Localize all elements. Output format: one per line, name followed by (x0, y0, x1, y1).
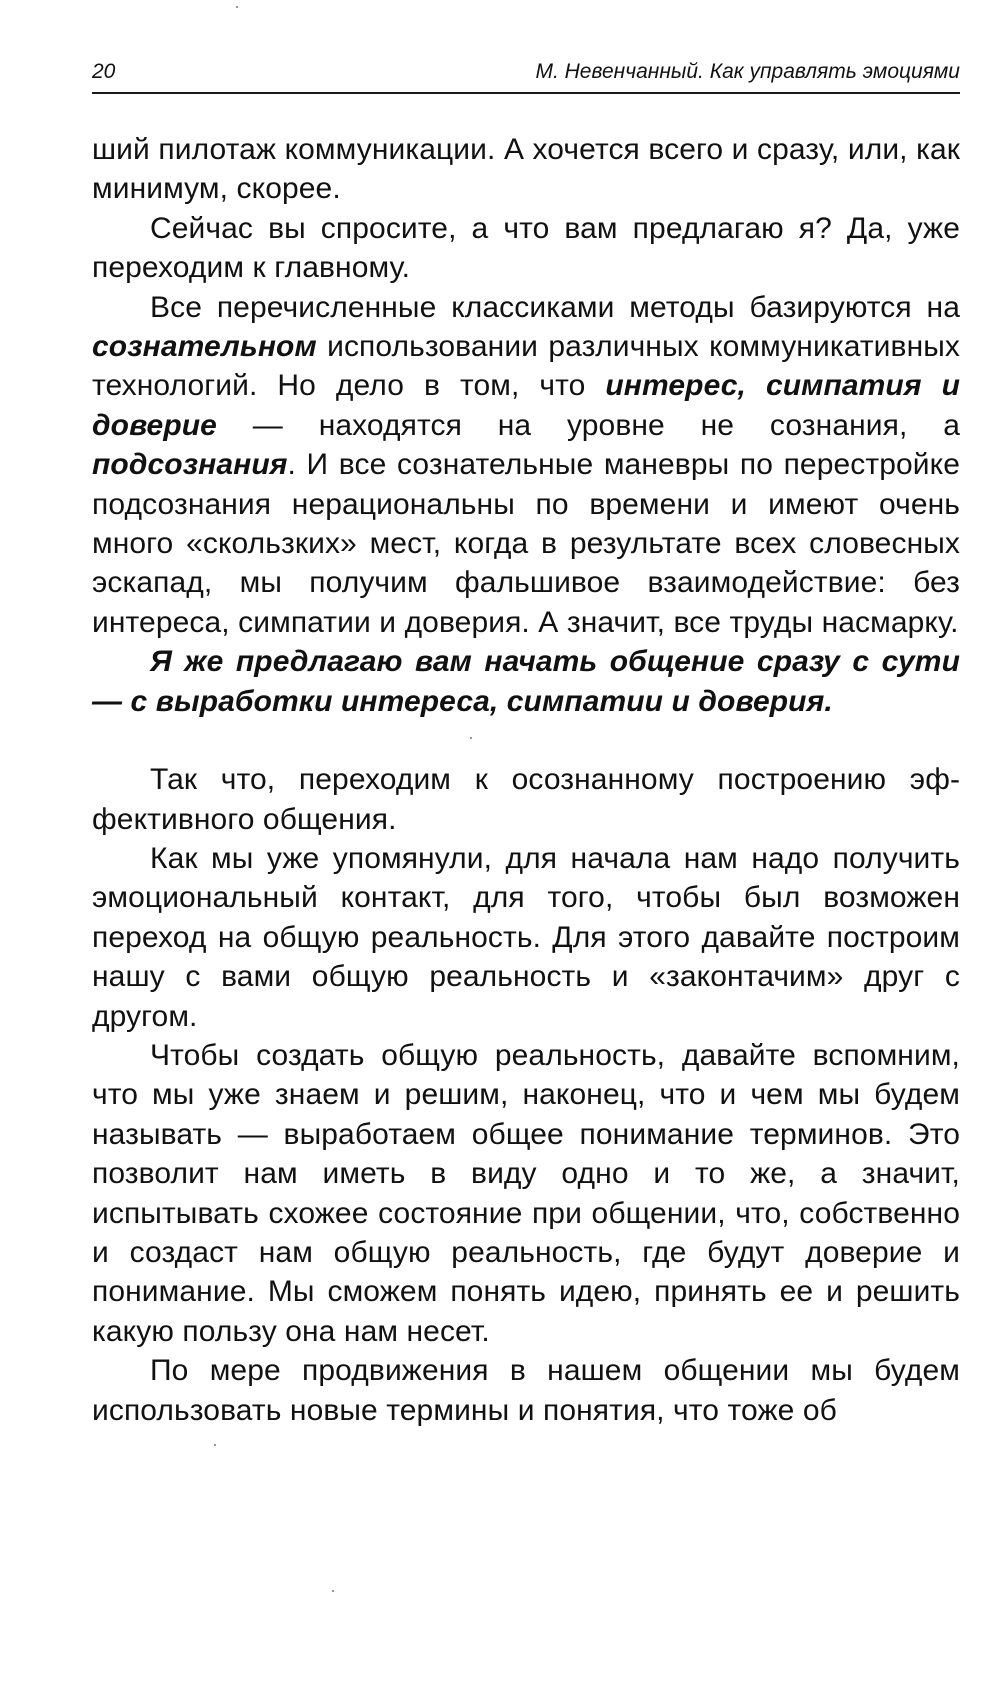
emphasis-subconscious: подсознания (92, 448, 288, 482)
emphasized-paragraph (92, 642, 960, 721)
paragraph (92, 760, 960, 839)
text-run: ший пилотаж коммуникации. А хочется всего и сразу, или, как минимум, скорее. (92, 133, 960, 206)
paragraph (92, 839, 960, 1036)
text-run: Чтобы создать общую реальность, давайте вспомним, что мы уже знаем и решим, наконец, что и чем мы будем называть — выработаем общее понимание терминов. Это позволит нам иметь в виду одно и то же, а значит, испытывать схожее состояние при общении, что, собственно и создаст нам общую реальность, где будут доверие и понимание. Мы сможем понять идею, принять ее и решить какую пользу она нам несет. (92, 1038, 960, 1348)
scan-speck (332, 1590, 334, 1592)
scan-speck (214, 1444, 216, 1446)
paragraph (92, 288, 960, 643)
paragraph-continuation (92, 130, 960, 209)
text-run: Так что, переходим к осознанному построению эффективного общения. (92, 763, 960, 836)
book-title: М. Невенчанный. Как управлять эмоциями (535, 60, 960, 83)
scan-speck (236, 6, 238, 8)
page-number: 20 (92, 60, 116, 83)
text-run: Все перечисленные классиками методы базируются на (150, 290, 960, 324)
text-run: — находятся на уровне не сознания, а (216, 408, 960, 442)
paragraph (92, 1351, 960, 1430)
text-run: По мере продвижения в нашем общении мы будем использовать новые термины и понятия, что тоже об (92, 1354, 960, 1427)
emphasis-conscious: сознательном (92, 330, 317, 364)
text-run: Как мы уже упомянули, для начала нам надо получить эмоциональный контакт, для того, чтобы был возможен переход на общую реальность. Для этого давайте построим нашу с вами общую реальность и «законтачим» друг с другом. (92, 841, 960, 1033)
text-run: использовании различных коммуникативных технологий. Но дело в том, что (92, 330, 960, 403)
running-header (92, 58, 960, 94)
body-text (92, 130, 960, 1430)
text-run: Я же предлагаю вам начать общение сразу с сути — с выработки интереса, симпатии и доверия. (92, 645, 960, 718)
paragraph (92, 209, 960, 288)
text-run: . И все сознательные маневры по перестройке подсознания нерациональны по времени и имеют очень много «скользких» мест, когда в результате всех словесных эскапад, мы получим фальшивое взаимодействие: без интереса, симпатии и доверия. А значит, все труды насмарку. (92, 448, 960, 639)
emphasis-interest-sympathy-trust: интерес, симпатия и доверие (92, 369, 960, 442)
paragraph (92, 1036, 960, 1351)
scan-speck (470, 737, 472, 739)
text-run: Сейчас вы спросите, а что вам предлагаю я? Да, уже переходим к главному. (92, 211, 960, 285)
